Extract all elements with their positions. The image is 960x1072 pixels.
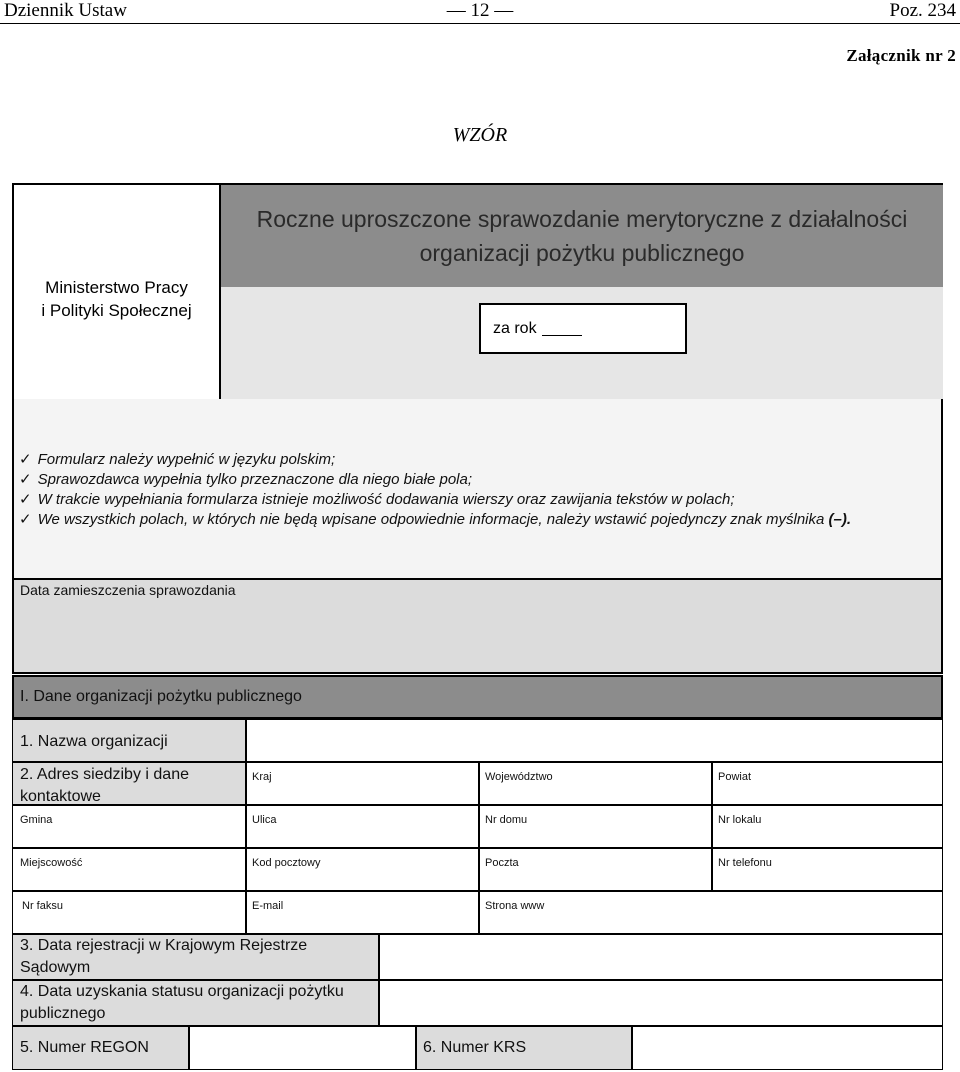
krs-label: 6. Numer KRS [423,1039,527,1056]
template-label: WZÓR [452,124,508,146]
report-title-line-1: Roczne uproszczone sprawozdanie merytoryczne z działalności [256,206,908,232]
page-number: — 12 — [446,0,514,21]
publication-date-label: Data zamieszczenia sprawozdania [20,582,236,598]
miejscowosc-field[interactable] [12,848,246,891]
krs-reg-date-label: 3. Data rejestracji w Krajowym Rejestrze Sądowym [20,937,308,976]
kraj-field[interactable] [246,762,479,805]
checkmark-icon: ✓ [19,511,32,528]
krs-reg-date-input[interactable] [379,934,943,980]
checkmark-icon: ✓ [19,451,32,468]
year-field-label: za rok [493,319,537,337]
kraj-label: Kraj [252,771,272,783]
miejscowosc-label: Miejscowość [20,857,83,869]
org-name-label: 1. Nazwa organizacji [20,733,168,750]
nr-domu-label: Nr domu [485,814,528,826]
position-number: Poz. 234 [889,0,956,21]
ministry-name [14,185,221,399]
regon-label: 5. Numer REGON [20,1039,149,1056]
ministry-line-1: Ministerstwo Pracy [45,278,188,297]
wojewodztwo-field[interactable] [479,762,712,805]
nr-domu-field[interactable] [479,805,712,848]
nr-lokalu-label: Nr lokalu [718,814,762,826]
email-label: E-mail [252,900,284,912]
gmina-label: Gmina [20,814,53,826]
powiat-field[interactable] [712,762,943,805]
regon-input[interactable] [189,1026,416,1070]
nr-telefonu-field[interactable] [712,848,943,891]
opp-status-date-input[interactable] [379,980,943,1026]
instruction-item: ✓ Formularz należy wypełnić w języku polskim; [19,451,336,468]
nr-faksu-field[interactable] [12,891,246,934]
kod-pocztowy-field[interactable] [246,848,479,891]
strona-www-field[interactable] [479,891,943,934]
annex-label: Załącznik nr 2 [846,46,956,65]
section-1-title: I. Dane organizacji pożytku publicznego [20,688,302,705]
journal-title: Dziennik Ustaw [4,0,127,21]
year-field[interactable] [479,303,687,354]
nr-telefonu-label: Nr telefonu [718,857,772,869]
instruction-item: ✓ W trakcie wypełniania formularza istnieje możliwość dodawania wierszy oraz zawijania tekstów w polach; [19,491,735,508]
checkmark-icon: ✓ [19,471,32,488]
instructions-box [12,399,943,579]
year-blank-line [542,321,582,336]
krs-input[interactable] [632,1026,943,1070]
nr-lokalu-field[interactable] [712,805,943,848]
header-divider [0,23,960,24]
gmina-field[interactable] [12,805,246,848]
ulica-field[interactable] [246,805,479,848]
poczta-field[interactable] [479,848,712,891]
instruction-item: ✓ Sprawozdawca wypełnia tylko przeznaczone dla niego białe pola; [19,471,473,488]
strona-www-label: Strona www [485,900,545,912]
ministry-line-2: i Polityki Społecznej [41,301,192,320]
wojewodztwo-label: Województwo [485,771,553,783]
instruction-item: ✓ We wszystkich polach, w których nie będą wpisane odpowiednie informacje, należy wstawić pojedynczy znak myślnika (–). [19,511,852,528]
checkmark-icon: ✓ [19,491,32,508]
ulica-label: Ulica [252,814,277,826]
opp-status-date-label: 4. Data uzyskania statusu organizacji pożytku publicznego [20,983,344,1022]
email-field[interactable] [246,891,479,934]
report-title-line-2: organizacji pożytku publicznego [419,240,745,266]
address-label: 2. Adres siedziby i dane kontaktowe [20,766,189,805]
org-name-input[interactable] [246,719,943,762]
report-title [221,185,943,287]
kod-pocztowy-label: Kod pocztowy [252,857,321,869]
poczta-label: Poczta [485,857,519,869]
powiat-label: Powiat [718,771,752,783]
nr-faksu-label: Nr faksu [22,900,63,912]
